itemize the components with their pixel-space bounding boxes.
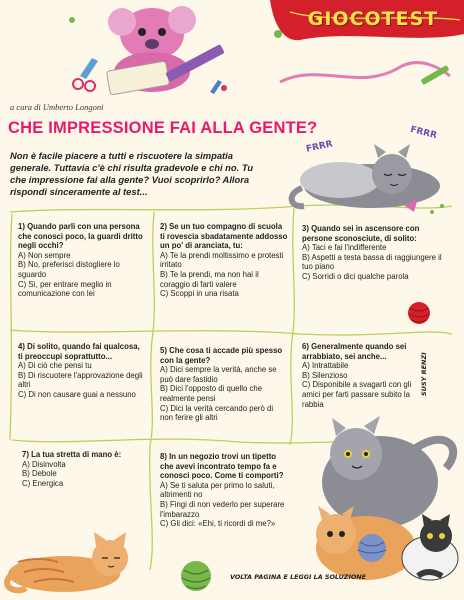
cats-pile-illustration [296, 408, 464, 598]
question-5-answer-b[interactable]: B) Dici l'opposto di quello che realmente pensi [160, 384, 263, 403]
question-8-answer-c[interactable]: C) Gli dici: «Ehi, ti ricordi di me?» [160, 519, 276, 529]
question-7 [22, 450, 142, 488]
orange-cat-illustration [4, 518, 154, 596]
question-4-answer-a[interactable]: A) Di ciò che pensi tu [18, 361, 92, 371]
question-5-answer-c[interactable]: C) Dici la verità cercando però di non ferire gli altri [160, 403, 274, 423]
yarn-ball-icon [404, 298, 434, 328]
question-3-answer-b[interactable]: B) Aspetti a testa bassa di raggiungere il tuo piano [302, 252, 442, 272]
question-8-text: 8) In un negozio trovi un tipetto che avevi incontrato tempo fa e conosci poco. Come ti comporti? [160, 452, 284, 481]
green-yarn-ball-icon [176, 556, 216, 596]
question-6-text: 6) Generalmente quando sei arrabbiato, sei anche... [302, 342, 407, 361]
question-7-text: 7) La tua stretta di mano è: [22, 450, 122, 459]
question-1-answer-a[interactable]: A) Non sempre [18, 250, 71, 260]
question-4-text: 4) Di solito, quando fai qualcosa, ti preoccupi soprattutto... [18, 342, 140, 361]
intro-text: Non è facile piacere a tutti e riscuotere la simpatia generale. Tuttavia c'è chi risulta gradevole e chi no. Tu che impressione fai alla gente? Vuoi scoprirlo? Allora rispondi sinceramente al test... [10, 150, 254, 197]
question-2-answer-a[interactable]: A) Te la prendi moltissimo e protesti irritato [160, 250, 284, 270]
question-6-answer-b[interactable]: B) Silenzioso [302, 370, 348, 380]
footer-note: VOLTA PAGINA E LEGGI LA SOLUZIONE [230, 573, 366, 581]
page-title: CHE IMPRESSIONE FAI ALLA GENTE? [8, 119, 318, 137]
question-8-answer-a[interactable]: A) Se ti saluta per primo lo saluti, altrimenti no [160, 480, 275, 500]
koala-illustration [60, 0, 240, 105]
pencil-scribble [270, 42, 460, 102]
question-4-answer-b[interactable]: B) Di riscuotere l'approvazione degli altri [18, 370, 143, 390]
author-credit: a cura di Umberto Longoni [10, 102, 104, 112]
question-1-text: 1) Quando parli con una persona che conosci poco, la guardi dritto negli occhi? [18, 222, 143, 251]
sleeping-cat-illustration [282, 128, 462, 218]
question-6 [302, 342, 424, 409]
question-2-answer-c[interactable]: C) Scoppi in una risata [160, 289, 239, 299]
sound-effect-1: FRRR [305, 139, 334, 155]
question-5-answer-a[interactable]: A) Dici sempre la verità, anche se può dare fastidio [160, 365, 277, 384]
question-5 [160, 346, 288, 423]
question-7-answer-c[interactable]: C) Energica [22, 478, 64, 488]
question-7-answer-b[interactable]: B) Debole [22, 469, 57, 479]
question-2-answer-b[interactable]: B) Te la prendi, ma non hai il coraggio di farti valere [160, 269, 259, 289]
question-4 [18, 342, 146, 400]
question-4-answer-c[interactable]: C) Di non causare guai a nessuno [18, 389, 136, 399]
question-3-answer-a[interactable]: A) Taci e fai l'indifferente [302, 243, 387, 253]
question-6-answer-a[interactable]: A) Intrattabile [302, 361, 349, 371]
illustrator-signature: SUSY RENZI [420, 352, 428, 396]
question-8-answer-b[interactable]: B) Fingi di non vederlo per superare l'imbarazzo [160, 499, 285, 519]
question-1 [18, 222, 146, 299]
question-2 [160, 222, 288, 299]
banner-title: GIOCOTEST [307, 8, 439, 30]
question-3-text: 3) Quando sei in ascensore con persone sconosciute, di solito: [302, 224, 420, 243]
question-1-answer-b[interactable]: B) No, preferisci distogliere lo sguardo [18, 260, 120, 279]
question-7-answer-a[interactable]: A) Disinvolta [22, 459, 66, 469]
question-8 [160, 452, 290, 529]
question-1-answer-c[interactable]: C) Sì, per entrare meglio in comunicazione con lei [18, 279, 112, 299]
question-2-text: 2) Se un tuo compagno di scuola ti rovescia sbadatamente addosso un po' di aranciata, tu: [160, 222, 288, 251]
question-3 [302, 224, 442, 282]
question-3-answer-c[interactable]: C) Sorridi o dici qualche parola [302, 271, 409, 281]
sound-effect-2: FRRR [409, 124, 438, 142]
question-5-text: 5) Che cosa ti accade più spesso con la gente? [160, 346, 283, 365]
question-6-answer-c[interactable]: C) Disponibile a svagarti con gli amici per farti passare subito la rabbia [302, 380, 412, 409]
